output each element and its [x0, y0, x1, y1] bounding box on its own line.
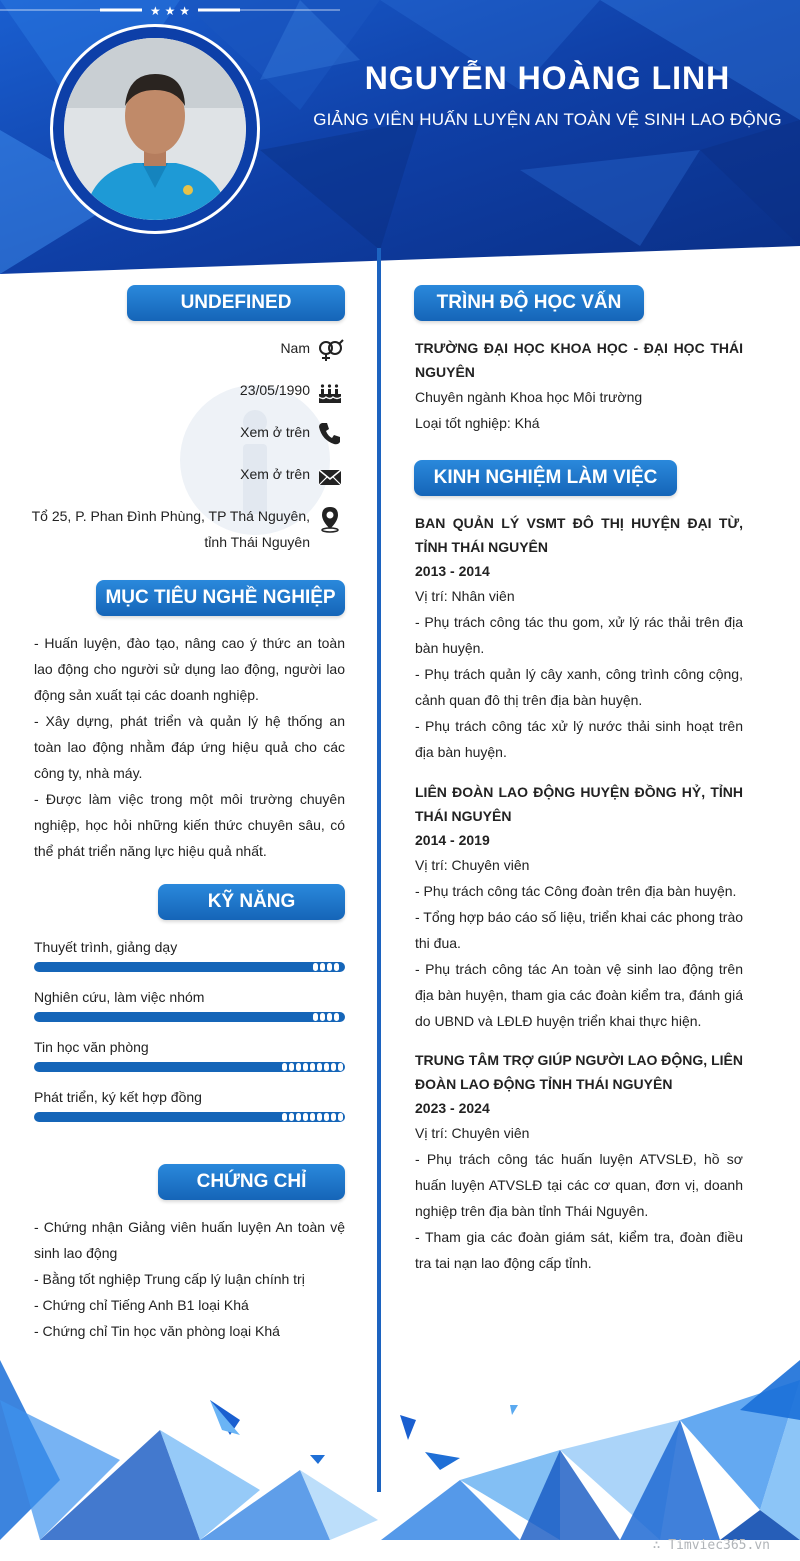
objective-item-1: - Huấn luyện, đào tạo, nâng cao ý thức an toàn lao động cho người sử dụng lao động, người lao động sản xuất tại các doanh nghiệp. [34, 635, 345, 703]
job-entry-3 [415, 1048, 743, 1276]
job-org: LIÊN ĐOÀN LAO ĐỘNG HUYỆN ĐỒNG HỶ, TỈNH THÁI NGUYÊN [415, 784, 743, 824]
phone-text: Xem ở trên [240, 424, 310, 440]
skill-name-2: Nghiên cứu, làm việc nhóm [34, 989, 205, 1005]
skill-name-3: Tin học văn phòng [34, 1039, 149, 1055]
certificates-heading: CHỨNG CHỈ [158, 1164, 345, 1200]
school-name: TRƯỜNG ĐẠI HỌC KHOA HỌC - ĐẠI HỌC THÁI NGUYÊN [415, 340, 743, 380]
job-entry-1 [415, 511, 743, 765]
job-years: 2013 - 2014 [415, 563, 490, 579]
job-org: TRUNG TÂM TRỢ GIÚP NGƯỜI LAO ĐỘNG, LIÊN ĐOÀN LAO ĐỘNG TỈNH THÁI NGUYÊN [415, 1052, 743, 1092]
job-years: 2014 - 2019 [415, 832, 490, 848]
skill-bar-3 [34, 1062, 345, 1072]
job-duty: - Phụ trách công tác xử lý nước thải sinh hoạt trên địa bàn huyện. [415, 718, 743, 760]
avatar [64, 38, 246, 220]
phone-icon [316, 419, 344, 447]
location-icon [316, 505, 344, 533]
certificate-item-1: - Chứng nhận Giảng viên huấn luyện An toàn vệ sinh lao động [34, 1219, 345, 1261]
brand-watermark: ∴ Timviec365.vn [652, 1538, 770, 1553]
certificate-item-2: - Bằng tốt nghiệp Trung cấp lý luận chính trị [34, 1271, 305, 1287]
job-position: Vị trí: Chuyên viên [415, 857, 530, 873]
skill-name-4: Phát triển, ký kết hợp đồng [34, 1089, 202, 1105]
skill-name-1: Thuyết trình, giảng dạy [34, 939, 178, 955]
candidate-title: GIẢNG VIÊN HUẤN LUYỆN AN TOÀN VỆ SINH LAO ĐỘNG [313, 110, 782, 129]
email-text: Xem ở trên [240, 466, 310, 482]
gender-icon [316, 335, 344, 363]
skill-bar-4 [34, 1112, 345, 1122]
education-heading: TRÌNH ĐỘ HỌC VẤN [414, 285, 644, 321]
svg-text:★ ★ ★: ★ ★ ★ [150, 4, 190, 18]
birthday-cake-icon [316, 377, 344, 405]
email-icon [316, 463, 344, 491]
objective-item-3: - Được làm việc trong một môi trường chuyên nghiệp, học hỏi những kiến thức chuyên sâu, có thể phát triển năng lực hiệu quả nhất. [34, 791, 345, 859]
column-divider [377, 248, 381, 1492]
job-duty: - Tổng hợp báo cáo số liệu, triển khai các phong trào thi đua. [415, 909, 744, 951]
job-duty: - Phụ trách công tác huấn luyện ATVSLĐ, hồ sơ huấn luyện ATVSLĐ tại các cơ quan, đơn vị, doanh nghiệp trên địa bàn tỉnh Thái Nguyên. [415, 1151, 743, 1219]
education-major: Chuyên ngành Khoa học Môi trường [415, 389, 643, 405]
objective-heading: MỤC TIÊU NGHỀ NGHIỆP [96, 580, 345, 616]
address-line-1: Tổ 25, P. Phan Đình Phùng, TP Thá Nguyên, [31, 508, 310, 524]
job-entry-2 [415, 780, 743, 1034]
skill-bar-1 [34, 962, 345, 972]
skill-bar-2 [34, 1012, 345, 1022]
birthday-text: 23/05/1990 [239, 382, 310, 398]
contact-heading: UNDEFINED [127, 285, 345, 321]
gender-text: Nam [280, 340, 310, 356]
title-ornament [0, 0, 340, 20]
address-line-2: tỉnh Thái Nguyên [204, 534, 310, 550]
education-block [415, 336, 743, 436]
candidate-name: NGUYỄN HOÀNG LINH [364, 60, 731, 96]
job-duty: - Phụ trách công tác An toàn vệ sinh lao động trên địa bàn huyện, tham gia các đoàn kiểm tra, đánh giá do UBND và LĐLĐ huyện triển khai thực hiện. [415, 961, 743, 1029]
job-duty: - Tham gia các đoàn giám sát, kiểm tra, đoàn điều tra tai nạn lao động cấp tỉnh. [415, 1229, 743, 1271]
objective-item-2: - Xây dựng, phát triển và quản lý hệ thống an toàn lao động nhằm đáp ứng hiệu quả cho các công ty, nhà máy. [34, 713, 345, 781]
education-grade: Loại tốt nghiệp: Khá [415, 415, 540, 431]
certificate-item-3: - Chứng chỉ Tiếng Anh B1 loại Khá [34, 1297, 249, 1313]
job-position: Vị trí: Chuyên viên [415, 1125, 530, 1141]
person-photo-icon [64, 38, 246, 220]
header-banner [0, 0, 800, 280]
job-position: Vị trí: Nhân viên [415, 588, 515, 604]
job-duty: - Phụ trách công tác thu gom, xử lý rác thải trên địa bàn huyện. [415, 614, 743, 656]
avatar-frame [50, 24, 260, 234]
certificate-item-4: - Chứng chỉ Tin học văn phòng loại Khá [34, 1323, 280, 1339]
job-duty: - Phụ trách công tác Công đoàn trên địa bàn huyện. [415, 883, 737, 899]
job-years: 2023 - 2024 [415, 1100, 490, 1116]
job-duty: - Phụ trách quản lý cây xanh, công trình công cộng, cảnh quan đô thị trên địa bàn huyện. [415, 666, 743, 708]
footer-decoration [0, 1360, 800, 1540]
job-org: BAN QUẢN LÝ VSMT ĐÔ THỊ HUYỆN ĐẠI TỪ, TỈNH THÁI NGUYÊN [415, 515, 743, 555]
skills-heading: KỸ NĂNG [158, 884, 345, 920]
experience-heading: KINH NGHIỆM LÀM VIỆC [414, 460, 677, 496]
